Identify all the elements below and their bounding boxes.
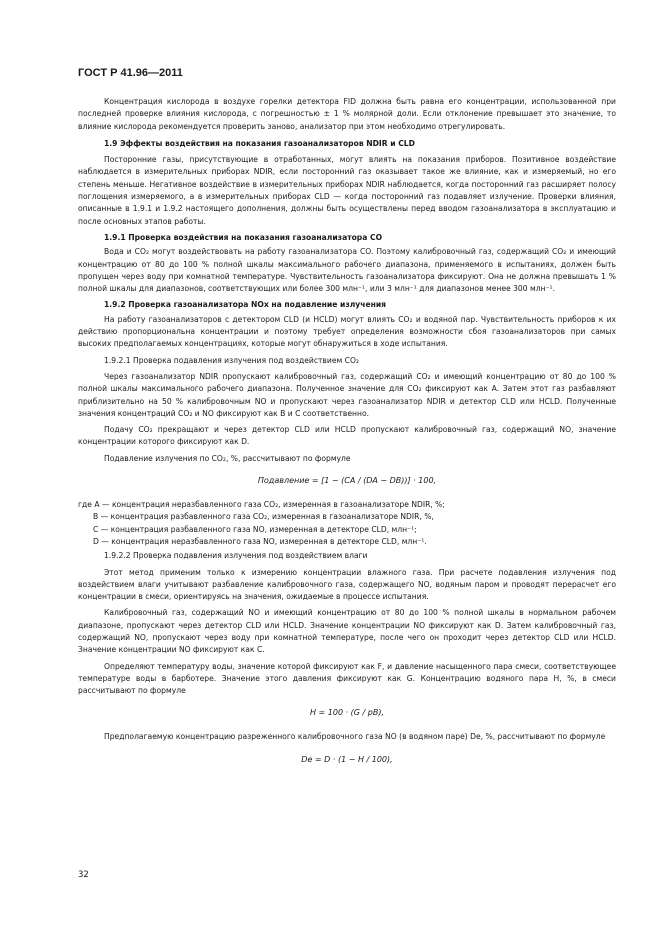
formula-dilution: De = D · (1 − H / 100), [301,754,393,764]
paragraph: Калибровочный газ, содержащий NO и имеющий концентрацию от 80 до 100 % полной шкалы в нормальном рабочем диапазоне, пропускают через детектор CLD или HCLD. Значение концентрации NO фиксируют как D. Затем калибровочный газ, содержащий NO, пропускают через воду при комнатной температуре, после чего он проходит через детектор CLD или HCLD. Значение концентрации NO фиксируют как C. [78,608,616,655]
paragraph: Предполагаемую концентрацию разреженного калибровочного газа NO (в водяном паре) De, %, рассчитывают по формуле [104,732,606,742]
formula-humidity: H = 100 · (G / pB), [309,708,385,718]
paragraph: Подавление излучения по CO₂, %, рассчитывают по формуле [104,453,351,463]
paragraph: Через газоанализатор NDIR пропускают калибровочный газ, содержащий CO₂ и имеющий концентрацию от 80 до 100 % полной шкалы максимального рабочего диапазона. Полученное значение для CO₂ фиксируют как A. Затем этот газ разбавляют приблизительно на 50 % калибровочным NO и пропускают через газоанализатор NDIR и детектор CLD или HCLD. Полученные значения концентраций CO₂ и NO фиксируют как B и C соответственно. [78,371,616,418]
legend-item: где A — концентрация неразбавленного газа CO₂, измеренная в газоанализаторе NDIR, %; [78,500,445,510]
section-heading: 1.9 Эффекты воздействия на показания газоанализаторов NDIR и CLD [104,138,415,148]
document-body [78,96,616,766]
paragraph: Посторонние газы, присутствующие в отработанных, могут влиять на показания приборов. Позитивное воздействие наблюдается в измерительных приборах NDIR, если посторонний газ оказывает такое же влияние, как и измеряемый, но его степень меньше. Негативное воздействие в измерительных приборах NDIR наблюдается, когда посторонний газ расширяет полосу поглощения измеряемого, а в измерительных приборах CLD — когда посторонний газ подавляет излучение. Проверки влияния, описанные в 1.9.1 и 1.9.2 настоящего дополнения, должны быть осуществлены перед вводом газоанализатора в эксплуатацию и после основных этапов работы. [78,155,616,226]
paragraph: Этот метод применим только к измерению концентрации влажного газа. При расчете подавления излучения под воздействием влаги учитывают разбавление калибровочного газа, содержащего NO, водяным паром и проводят перерасчет его концентрации в смеси, ориентируясь на значения, ожидаемые в процессе испытания. [78,567,616,602]
subsection-heading: 1.9.2.2 Проверка подавления излучения под воздействием влаги [104,551,368,561]
legend-item: B — концентрация разбавленного газа CO₂, измеренная в газоанализаторе NDIR, %, [93,512,434,522]
paragraph: Вода и CO₂ могут воздействовать на работу газоанализатора CO. Поэтому калибровочный газ, содержащий CO₂ и имеющий концентрацию от 80 до 100 % полной шкалы максимального рабочего диапазона, применяемого в испытаниях, должен быть пропущен через воду при комнатной температуре. Чувствительность газоанализатора фиксируют. Она не должна превышать 1 % полной шкалы для диапазонов, соответствующих или более 300 млн⁻¹, или 3 млн⁻¹ для диапазонов менее 300 млн⁻¹. [78,247,616,294]
section-heading: 1.9.2 Проверка газоанализатора NOx на подавление излучения [104,300,387,310]
formula-suppression: Подавление = [1 − (CA / (DA − DB))] · 100, [257,476,437,486]
legend-item: D — концентрация неразбавленного газа NO, измеренная в детекторе CLD, млн⁻¹. [93,536,427,546]
paragraph: На работу газоанализаторов с детектором CLD (и HCLD) могут влиять CO₂ и водяной пар. Чувствительность приборов к их действию пропорциональна концентрации и поэтому требует определения возможности сбоя газоанализаторов при самых высоких предполагаемых концентрациях, которые могут обнаружиться в ходе испытания. [78,314,616,349]
subsection-heading: 1.9.2.1 Проверка подавления излучения под воздействием CO₂ [104,355,359,365]
document-header: ГОСТ Р 41.96—2011 [78,67,183,79]
paragraph: Концентрация кислорода в воздухе горелки детектора FID должна быть равна его концентрации, использованной при последней проверке влияния кислорода, с погрешностью ± 1 % молярной доли. Если отклонение превышает это значение, то влияние кислорода рекомендуется проверить заново, анализатор при этом необходимо отрегулировать. [78,97,616,131]
section-heading: 1.9.1 Проверка воздействия на показания газоанализатора CO [104,232,383,242]
paragraph: Подачу CO₂ прекращают и через детектор CLD или HCLD пропускают калибровочный газ, содержащий NO, значение концентрации которого фиксируют как D. [78,425,616,447]
paragraph: Определяют температуру воды, значение которой фиксируют как F, и давление насыщенного пара смеси, соответствующее температуре воды в барботере. Значение этого давления фиксируют как G. Концентрацию водяного пара H, %, в смеси рассчитывают по формуле [78,661,616,696]
legend-item: C — концентрация разбавленного газа NO, измеренная в детекторе CLD, млн⁻¹; [93,524,417,534]
page-number: 32 [78,870,89,880]
